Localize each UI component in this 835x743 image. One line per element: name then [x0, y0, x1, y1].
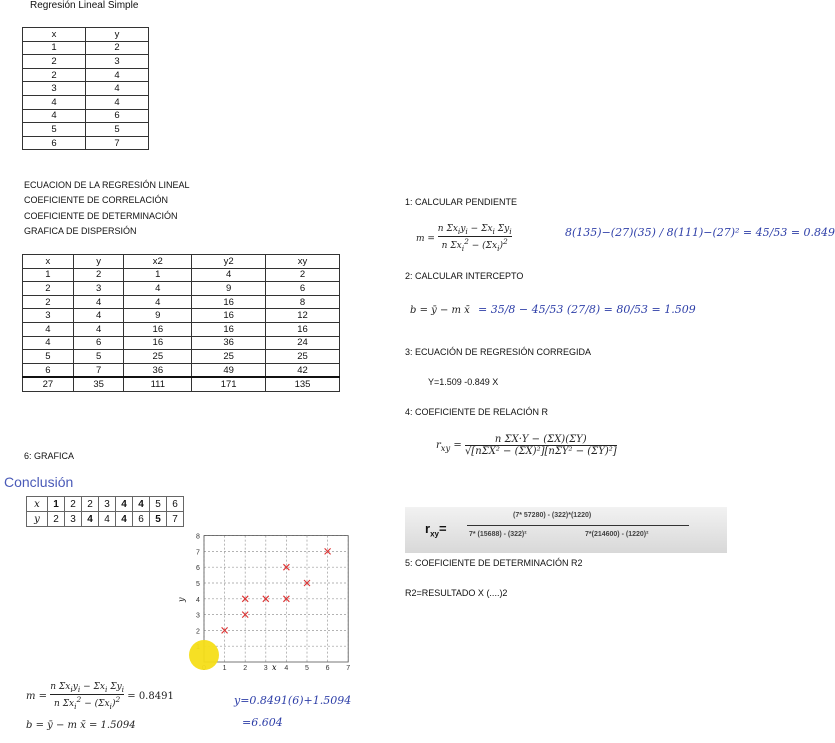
- topic-item: COEFICIENTE DE DETERMINACIÓN: [24, 210, 178, 221]
- table-cell: 4: [192, 268, 266, 282]
- conclusion-x-cell: 4: [116, 497, 133, 512]
- table2-header: y: [73, 255, 124, 269]
- table-cell: 3: [73, 282, 124, 296]
- rxy-symbol: $r_{xy}=$: [425, 521, 447, 539]
- table-row: [23, 295, 340, 309]
- table-row: [23, 282, 340, 296]
- data-table-sums: [22, 254, 340, 392]
- table-cell: 25: [124, 350, 192, 364]
- panel-denominator-right: 7*(214600) - (1220)²: [585, 531, 649, 538]
- table-cell: 5: [73, 350, 124, 364]
- y-tick-label: 8: [196, 533, 200, 541]
- table-row: [23, 109, 149, 123]
- total-cell: 111: [124, 377, 192, 391]
- table1-header-x: x: [23, 28, 86, 42]
- topic-item: GRAFICA DE DISPERSIÓN: [24, 225, 137, 236]
- y-tick-label: 4: [196, 596, 200, 604]
- table-row: [23, 82, 149, 96]
- table-cell: 8: [266, 295, 340, 309]
- data-table-xy: [22, 27, 149, 150]
- conclusion-title: Conclusión: [4, 474, 74, 490]
- x-tick-label: 6: [325, 665, 330, 672]
- table-cell: 2: [23, 55, 86, 69]
- table-row: [23, 336, 340, 350]
- conclusion-y-cell: 4: [116, 512, 133, 527]
- x-tick-label: 7: [346, 665, 351, 672]
- table-row: [23, 68, 149, 82]
- table-cell: 2: [23, 295, 74, 309]
- total-cell: 135: [266, 377, 340, 391]
- table-cell: 16: [192, 295, 266, 309]
- table2-header: x2: [124, 255, 192, 269]
- y-tick-label: 6: [196, 565, 200, 573]
- panel-numerator: (7* 57280) - (322)*(1220): [513, 512, 592, 519]
- table-row: [23, 123, 149, 137]
- table-cell: 1: [23, 268, 74, 282]
- table-row: [23, 309, 340, 323]
- table-cell: 5: [23, 350, 74, 364]
- slope-result: 0.8491: [138, 690, 174, 702]
- table-cell: 16: [192, 322, 266, 336]
- table-cell: 16: [266, 322, 340, 336]
- table-cell: 4: [73, 309, 124, 323]
- table-cell: 3: [23, 82, 86, 96]
- table2-header: x: [23, 255, 74, 269]
- conclusion-x-cell: 2: [65, 497, 82, 512]
- correlation-formula: $r_{xy}$ = n ΣX·Y − (ΣX)(ΣY) √[nΣX² − (ΣX)²][nΣY² − (ΣY)²]: [436, 434, 617, 457]
- table-cell: 49: [192, 363, 266, 377]
- conclusion-x-cell: 3: [99, 497, 116, 512]
- x-tick-label: 2: [243, 665, 248, 672]
- x-tick-label: 5: [305, 665, 309, 672]
- table-cell: 42: [266, 363, 340, 377]
- conclusion-y-cell: 2: [48, 512, 65, 527]
- total-cell: 171: [192, 377, 266, 391]
- table-cell: 36: [192, 336, 266, 350]
- table-cell: 6: [266, 282, 340, 296]
- table-cell: 2: [73, 268, 124, 282]
- cursor-highlight: [189, 640, 219, 670]
- step4-label: 4: COEFICIENTE DE RELACIÓN R: [405, 407, 549, 417]
- table-cell: 1: [23, 41, 86, 55]
- conclusion-y-cell: 7: [167, 512, 184, 527]
- grafica-label: 6: GRAFICA: [24, 451, 75, 461]
- total-cell: 35: [73, 377, 124, 391]
- conclusion-y-cell: 5: [150, 512, 167, 527]
- step5-label: 5: COEFICIENTE DE DETERMINACIÓN R2: [405, 558, 583, 568]
- x-tick-label: 4: [284, 665, 289, 672]
- intercept-formula-right: b = ȳ − m x̄: [410, 305, 470, 316]
- totals-row: [23, 377, 340, 391]
- table-cell: 7: [73, 363, 124, 377]
- handwritten-prediction: y=0.8491(6)+1.5094: [234, 694, 352, 707]
- table-cell: 4: [73, 322, 124, 336]
- table-cell: 4: [124, 295, 192, 309]
- topic-item: ECUACION DE LA REGRESIÓN LINEAL: [24, 180, 190, 190]
- conclusion-y-cell: 3: [65, 512, 82, 527]
- scatter-x-axis-label: x: [272, 663, 277, 672]
- y-tick-label: 2: [196, 628, 200, 636]
- table-cell: 16: [124, 336, 192, 350]
- table-cell: 9: [192, 282, 266, 296]
- table1-header-y: y: [86, 28, 149, 42]
- y-tick-label: 3: [196, 612, 200, 620]
- table-cell: 24: [266, 336, 340, 350]
- table-cell: 3: [86, 55, 149, 69]
- slope-formula-right: m = n $\Sigma x_iy_i - \Sigma x_i$ $\Sigma y_i$ n $\Sigma x_i^2 - (\Sigma x_i)^2$: [416, 224, 512, 253]
- conclusion-x-cell: 6: [167, 497, 184, 512]
- step3-label: 3: ECUACIÓN DE REGRESIÓN CORREGIDA: [405, 347, 592, 357]
- table-row: [23, 268, 340, 282]
- table-cell: 4: [73, 295, 124, 309]
- table-cell: 2: [86, 41, 149, 55]
- table-cell: 4: [23, 322, 74, 336]
- table-cell: 2: [23, 282, 74, 296]
- table-cell: 12: [266, 309, 340, 323]
- table-row: [23, 41, 149, 55]
- table-cell: 16: [124, 322, 192, 336]
- table-row: [23, 350, 340, 364]
- topic-item: COEFICIENTE DE CORRELACIÓN: [24, 195, 169, 206]
- table-cell: 6: [23, 136, 86, 150]
- step1-handwritten: 8(135)−(27)(35) / 8(111)−(27)² = 45/53 = 0.849: [565, 226, 835, 239]
- x-tick-label: 3: [263, 665, 268, 672]
- total-cell: 27: [23, 377, 74, 391]
- table-cell: 25: [266, 350, 340, 364]
- table-cell: 16: [192, 309, 266, 323]
- conclusion-x-cell: 1: [48, 497, 65, 512]
- table-cell: 3: [23, 309, 74, 323]
- scatter-plot: [172, 533, 357, 672]
- table-cell: 6: [86, 109, 149, 123]
- table-cell: 6: [73, 336, 124, 350]
- topics-list: [24, 178, 190, 239]
- conclusion-table: [26, 496, 184, 527]
- table-cell: 6: [23, 363, 74, 377]
- table-cell: 36: [124, 363, 192, 377]
- conclusion-x-cell: 4: [133, 497, 150, 512]
- table-cell: 5: [86, 123, 149, 137]
- table-row: [23, 363, 340, 377]
- table-cell: 7: [86, 136, 149, 150]
- conclusion-y-cell: 4: [82, 512, 99, 527]
- table2-header: y2: [192, 255, 266, 269]
- y-tick-label: 7: [196, 549, 200, 557]
- table-cell: 4: [124, 282, 192, 296]
- intercept-formula: b = ȳ − m x̄ = 1.5094: [26, 720, 136, 731]
- table-cell: 4: [86, 68, 149, 82]
- page-title: Regresión Lineal Simple: [30, 0, 139, 11]
- table-row: [23, 55, 149, 69]
- step2-label: 2: CALCULAR INTERCEPTO: [405, 271, 524, 281]
- table-cell: 9: [124, 309, 192, 323]
- table-row: [23, 322, 340, 336]
- x-tick-label: 1: [222, 665, 227, 672]
- step1-label: 1: CALCULAR PENDIENTE: [405, 197, 518, 207]
- table-cell: 4: [86, 82, 149, 96]
- conclusion-x-cell: 5: [150, 497, 167, 512]
- table2-header: xy: [266, 255, 340, 269]
- conclusion-y-cell: 6: [133, 512, 150, 527]
- table-cell: 4: [23, 95, 86, 109]
- table-cell: 2: [266, 268, 340, 282]
- conclusion-y-cell: 4: [99, 512, 116, 527]
- table-cell: 5: [23, 123, 86, 137]
- regression-equation: Y=1.509 -0.849 X: [428, 377, 499, 387]
- r2-text: R2=RESULTADO X (....)2: [405, 588, 508, 598]
- scatter-y-axis-label: y: [177, 597, 186, 602]
- table-cell: 4: [23, 109, 86, 123]
- table-cell: 25: [192, 350, 266, 364]
- conclusion-x-label: x: [27, 497, 48, 512]
- table-cell: 4: [86, 95, 149, 109]
- table-cell: 2: [23, 68, 86, 82]
- panel-fraction-line: [467, 525, 689, 526]
- y-tick-label: 5: [196, 581, 200, 588]
- table-row: [23, 95, 149, 109]
- correlation-panel: [405, 507, 727, 553]
- slope-formula: m = n $\Sigma x_iy_i - \Sigma x_i$ $\Sigma y_i$ n $\Sigma x_i^2 - (\Sigma x_i)^2$ = 0.8491: [26, 682, 174, 711]
- table-row: [23, 136, 149, 150]
- conclusion-y-label: y: [27, 512, 48, 527]
- handwritten-result: =6.604: [242, 716, 283, 729]
- panel-denominator-left: 7* (15688) - (322)²: [469, 531, 527, 538]
- table-cell: 1: [124, 268, 192, 282]
- step2-handwritten: = 35/8 − 45/53 (27/8) = 80/53 = 1.509: [478, 303, 696, 316]
- table-cell: 4: [23, 336, 74, 350]
- conclusion-x-cell: 2: [82, 497, 99, 512]
